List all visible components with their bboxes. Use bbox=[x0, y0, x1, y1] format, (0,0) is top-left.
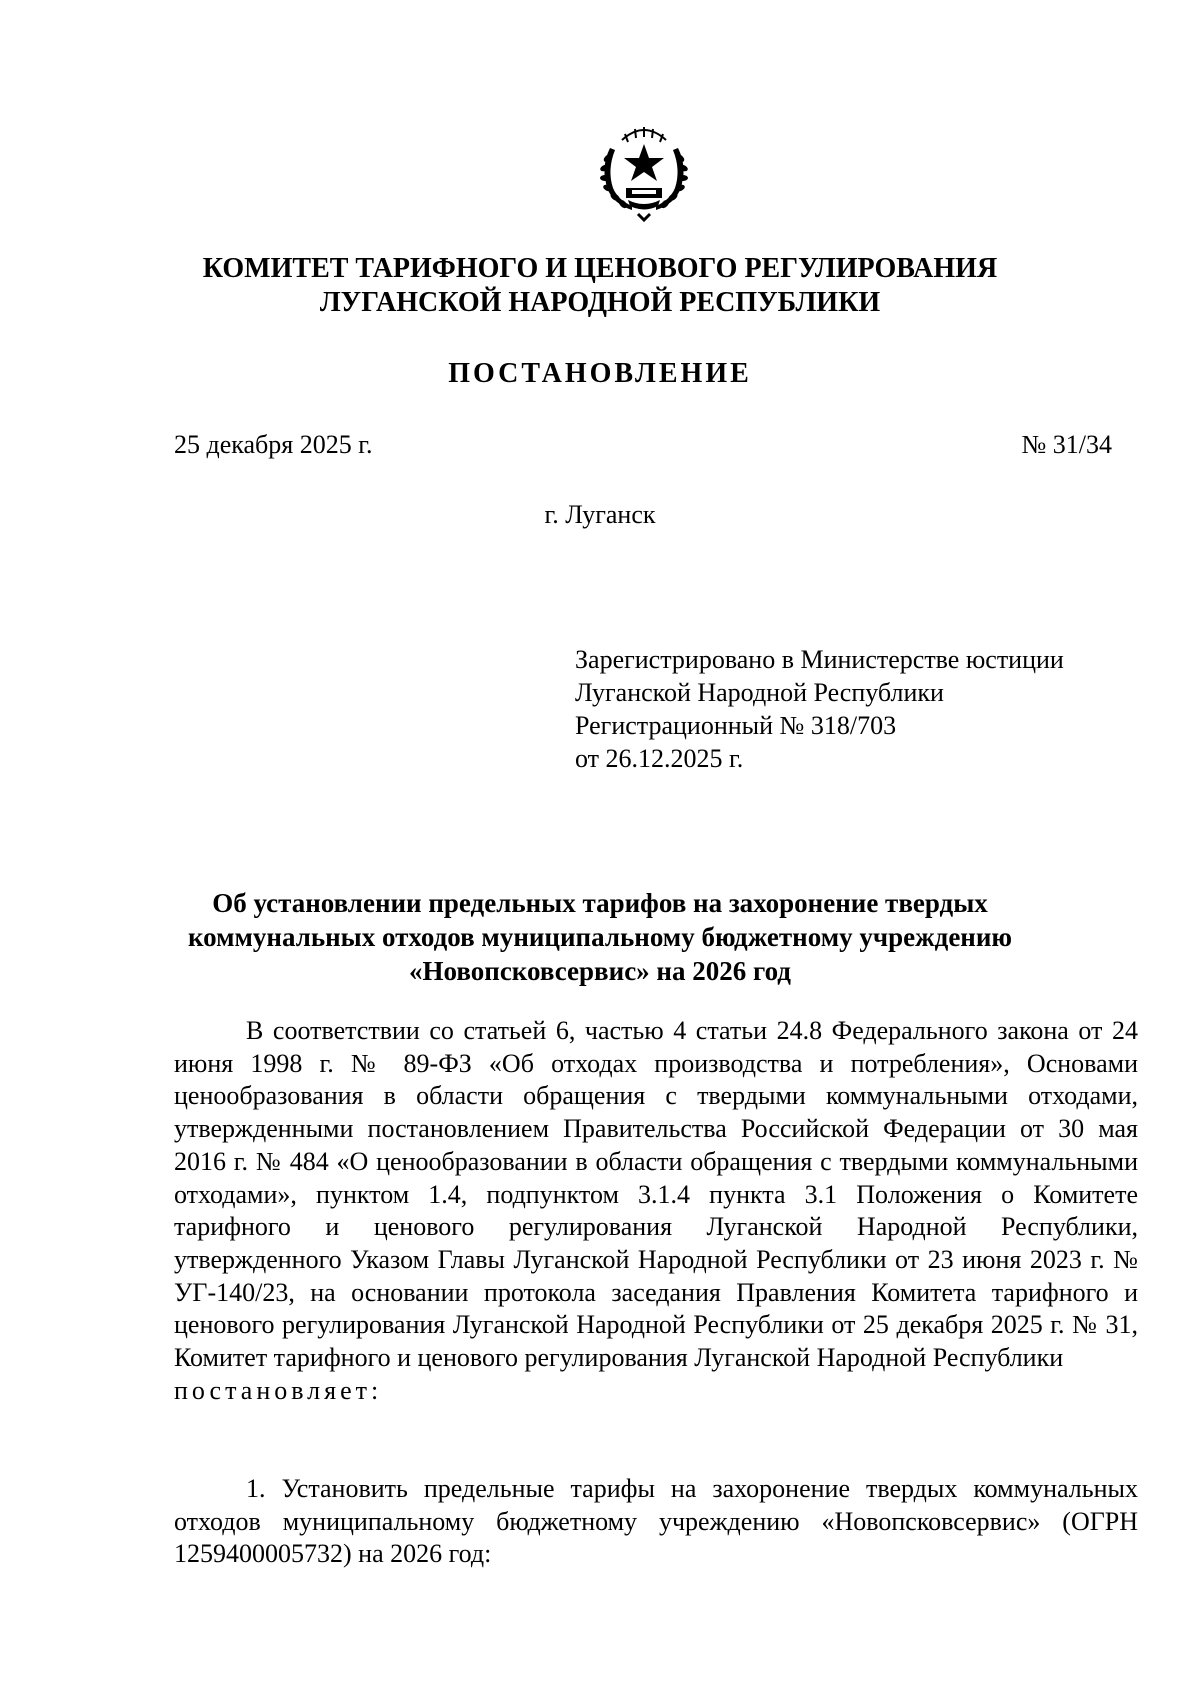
document-date: 25 декабря 2025 г. bbox=[174, 430, 373, 459]
organization-title-line-2: ЛУГАНСКОЙ НАРОДНОЙ РЕСПУБЛИКИ bbox=[319, 287, 881, 318]
document-type: ПОСТАНОВЛЕНИЕ bbox=[448, 358, 752, 389]
document-city: г. Луганск bbox=[544, 500, 656, 529]
subject-line-2: коммунальных отходов муниципальному бюджетному учреждению bbox=[187, 922, 1013, 952]
registration-block bbox=[575, 643, 1064, 775]
subject-line-3: «Новопсковсервис» на 2026 год bbox=[409, 956, 791, 986]
registration-line-1: Зарегистрировано в Министерстве юстиции bbox=[575, 645, 1064, 674]
subject-line-1: Об установлении предельных тарифов на захоронение твердых bbox=[212, 888, 988, 918]
registration-line-3: Регистрационный № 318/703 bbox=[575, 711, 897, 740]
preamble bbox=[174, 1015, 1138, 1407]
registration-line-2: Луганской Народной Республики bbox=[575, 678, 944, 707]
organization-title-line-1: КОМИТЕТ ТАРИФНОГО И ЦЕНОВОГО РЕГУЛИРОВАНИЯ bbox=[202, 253, 998, 284]
preamble-paragraph: В соответствии со статьей 6, частью 4 статьи 24.8 Федерального закона от 24 июня 1998 г. № 89-ФЗ «Об отходах производства и потребления», Основами ценообразования в области обращения с твердыми коммунальными отходами, утвержденными постановлением Правительства Российской Федерации от 30 мая 2016 г. № 484 «О ценообразовании в области обращения с твердыми коммунальными отходами», пунктом 1.4, подпунктом 3.1.4 пункта 3.1 Положения о Комитете тарифного и ценового регулирования Луганской Народной Республики, утвержденного Указом Главы Луганской Народной Республики от 23 июня 2023 г. № УГ-140/23, на основании протокола заседания Правления Комитета тарифного и ценового регулирования Луганской Народной Республики от 25 декабря 2025 г. № 31, Комитет тарифного и ценового регулирования Луганской Народной Республики bbox=[174, 1016, 1138, 1373]
document-subject bbox=[0, 886, 1200, 988]
item-1-text: 1. Установить предельные тарифы на захоронение твердых коммунальных отходов муниципальному бюджетному учреждению «Новопсковсервис» (ОГРН 1259400005732) на 2026 год: bbox=[174, 1474, 1138, 1569]
document-number: № 31/34 bbox=[1021, 430, 1112, 459]
resolves-word: постановляет: bbox=[174, 1375, 383, 1405]
registration-line-4: от 26.12.2025 г. bbox=[575, 744, 744, 773]
resolution-item-1 bbox=[174, 1473, 1138, 1571]
organization-title bbox=[0, 252, 1200, 320]
coat-of-arms-icon bbox=[592, 118, 696, 224]
